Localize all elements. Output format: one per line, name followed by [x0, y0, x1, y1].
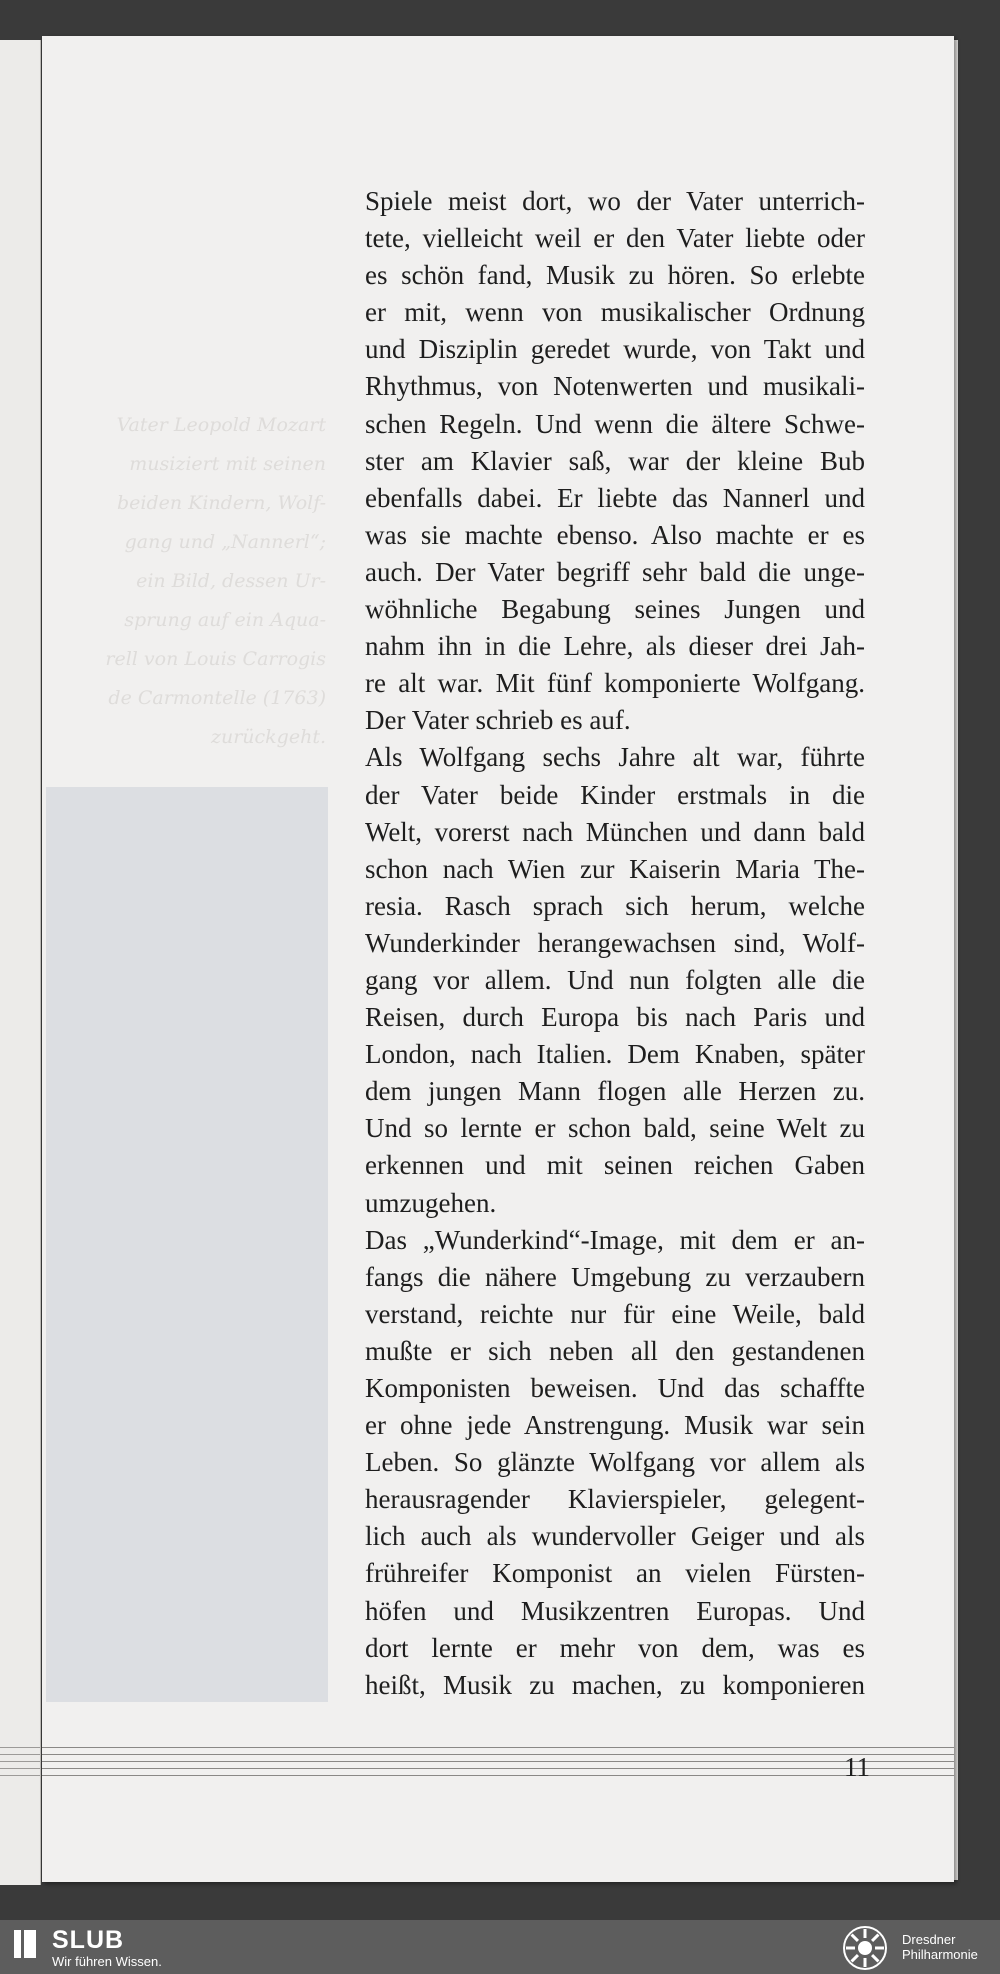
partner-name-line1: Dresdner [902, 1932, 956, 1947]
text-line: dem jungen Mann flogen alle Herzen zu. [365, 1076, 865, 1107]
caption-line: sprung auf ein Aqua- [124, 609, 326, 631]
text-line: Komponisten beweisen. Und das schaffte [365, 1373, 865, 1403]
text-line: London, nach Italien. Dem Knaben, später [365, 1039, 865, 1070]
text-line: und Disziplin geredet wurde, von Takt und [365, 334, 865, 365]
caption-line: ein Bild, dessen Ur- [136, 570, 326, 592]
caption-line: gang und „Nannerl“; [124, 531, 326, 553]
text-line: umzugehen. [365, 1187, 497, 1218]
text-line: Das „Wunderkind“-Image, mit dem er an- [365, 1224, 865, 1255]
text-line: schen Regeln. Und wenn die ältere Schwe- [365, 408, 865, 439]
text-line: Leben. So glänzte Wolfgang vor allem als [365, 1447, 865, 1478]
text-line: schon nach Wien zur Kaiserin Maria The- [365, 853, 865, 884]
bleed-through-photo [46, 787, 328, 1702]
caption-line: Vater Leopold Mozart [116, 414, 326, 436]
text-line: verstand, reichte nur für eine Weile, bald [365, 1298, 865, 1329]
text-line: Welt, vorerst nach München und dann bald [365, 816, 865, 847]
body-text-column [365, 183, 865, 1704]
slub-name[interactable]: SLUB [52, 1926, 125, 1954]
caption-line: de Carmontelle (1763) [108, 687, 326, 709]
text-line: re alt war. Mit fünf komponierte Wolfgang. [365, 668, 865, 699]
text-line: frühreifer Komponist an vielen Fürsten- [365, 1558, 865, 1589]
text-line: gang vor allem. Und nun folgten alle die [365, 964, 865, 995]
text-line: er mit, wenn von musikalischer Ordnung [365, 297, 865, 328]
footer-bar [0, 1920, 1000, 1974]
partner-name-line2: Philharmonie [902, 1947, 978, 1962]
text-line: er ohne jede Anstrengung. Musik war sein [365, 1410, 865, 1441]
text-line: ebenfalls dabei. Er liebte das Nannerl und [365, 482, 865, 513]
text-line: heißt, Musik zu machen, zu komponieren [365, 1669, 865, 1700]
text-line: lich auch als wundervoller Geiger und als [365, 1521, 865, 1552]
caption-line: zurückgeht. [210, 726, 326, 748]
left-page-edge [0, 40, 41, 1885]
text-line: erkennen und mit seinen reichen Gaben [365, 1150, 865, 1181]
bleed-through-caption [80, 406, 326, 757]
text-line: wöhnliche Begabung seines Jungen und [365, 594, 865, 625]
caption-line: musiziert mit seinen [129, 453, 326, 475]
text-line: höfen und Musikzentren Europas. Und [365, 1595, 865, 1626]
text-line: Reisen, durch Europa bis nach Paris und [365, 1002, 865, 1033]
slub-slogan: Wir führen Wissen. [52, 1954, 162, 1969]
caption-line: beiden Kindern, Wolf- [116, 492, 326, 514]
caption-line: rell von Louis Carrogis [105, 648, 326, 670]
music-staff-lines [42, 1747, 954, 1787]
text-line: Rhythmus, von Notenwerten und musikali- [365, 371, 865, 402]
text-line: nahm ihn in die Lehre, als dieser drei Jah- [365, 631, 865, 662]
text-line: Der Vater schrieb es auf. [365, 705, 631, 736]
text-line: es schön fand, Musik zu hören. So erlebte [365, 260, 865, 291]
text-line: ster am Klavier saß, war der kleine Bub [365, 445, 865, 476]
text-line: der Vater beide Kinder erstmals in die [365, 779, 865, 810]
partner-name[interactable] [902, 1932, 978, 1962]
dresdner-philharmonie-logo-icon[interactable] [842, 1925, 888, 1971]
text-line: auch. Der Vater begriff sehr bald die unge- [365, 556, 865, 587]
text-line: Als Wolfgang sechs Jahre alt war, führte [365, 742, 865, 773]
text-line: fangs die nähere Umgebung zu verzaubern [365, 1261, 865, 1292]
text-line: herausragender Klavierspieler, gelegent- [365, 1484, 865, 1515]
page-number: 11 [844, 1752, 870, 1782]
slub-logo-icon[interactable] [14, 1930, 36, 1958]
text-line: tete, vielleicht weil er den Vater liebte oder [365, 223, 865, 254]
text-line: Spiele meist dort, wo der Vater unterrich- [365, 186, 865, 216]
text-line: Und so lernte er schon bald, seine Welt zu [365, 1113, 865, 1144]
text-line: resia. Rasch sprach sich herum, welche [365, 890, 865, 921]
text-line: mußte er sich neben all den gestandenen [365, 1335, 865, 1366]
text-line: Wunderkinder herangewachsen sind, Wolf- [365, 927, 865, 958]
text-line: was sie machte ebenso. Also machte er es [365, 519, 865, 550]
text-line: dort lernte er mehr von dem, was es [365, 1632, 865, 1663]
